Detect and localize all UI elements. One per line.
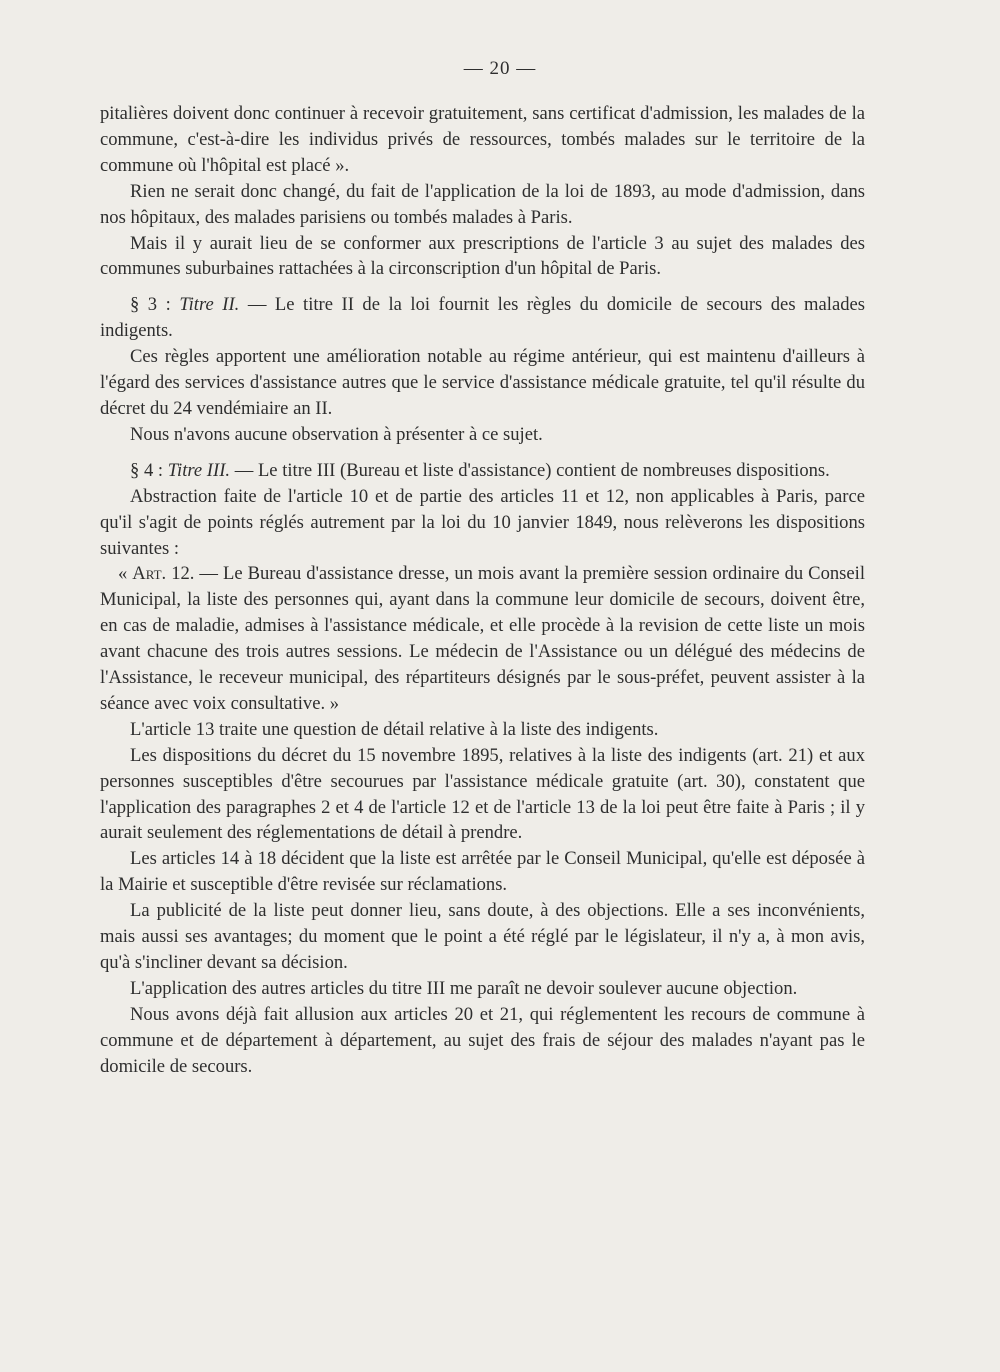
- paragraph: Nous n'avons aucune observation à présenter à ce sujet.: [130, 423, 543, 445]
- quote-open: «: [118, 563, 133, 585]
- page-number: — 20 —: [463, 58, 537, 79]
- paragraph: Abstraction faite de l'article 10 et de partie des articles 11 et 12, non applicables à Paris, parce qu'il s'agit de points réglés autrement par la loi du 10 janvier 1849, nous relèverons les dispositions suivantes :: [100, 485, 865, 559]
- paragraph: Les dispositions du décret du 15 novembre 1895, relatives à la liste des indigents (art. 21) et aux personnes susceptibles d'être secourues par l'assistance médicale gratuite (art. 30), constatent que l'application des paragraphes 2 et 4 de l'article 12 et de l'article 13 de la loi peut être faite à Paris ; il y aurait seulement des réglementations de détail à prendre.: [100, 744, 865, 844]
- section-number: § 3 :: [130, 294, 180, 316]
- paragraph: Ces règles apportent une amélioration notable au régime antérieur, qui est maintenu d'ailleurs à l'égard des services d'assistance autres que le service d'assistance médicale gratuite, tel qu'il résulte du décret du 24 vendémiaire an II.: [100, 346, 865, 419]
- section-text: — Le titre II de la loi fournit les règles du domicile de secours des malades indigents.: [100, 294, 865, 342]
- section-title: Titre II.: [179, 294, 240, 316]
- quoted-article: [100, 561, 865, 716]
- paragraph: Nous avons déjà fait allusion aux articles 20 et 21, qui réglementent les recours de commune à commune et de département à département, au sujet des frais de séjour des malades n'ayant pas le domicile de secours.: [100, 1003, 865, 1077]
- paragraph: L'application des autres articles du titre III me paraît ne devoir soulever aucune objection.: [130, 977, 798, 999]
- section-paragraph-titre-iii: [100, 458, 865, 484]
- section-paragraph-titre-ii: [100, 292, 865, 344]
- section-number: § 4 :: [130, 459, 168, 481]
- paragraph: Les articles 14 à 18 décident que la liste est arrêtée par le Conseil Municipal, qu'elle est déposée à la Mairie et susceptible d'être revisée sur réclamations.: [100, 848, 865, 896]
- article-title: Art. 12.: [132, 563, 195, 585]
- section-text: — Le titre III (Bureau et liste d'assistance) contient de nombreuses dispositions.: [230, 459, 830, 481]
- paragraph: L'article 13 traite une question de détail relative à la liste des indigents.: [130, 718, 659, 740]
- paragraph: Rien ne serait donc changé, du fait de l'application de la loi de 1893, au mode d'admission, dans nos hôpitaux, des malades parisiens ou tombés malades à Paris.: [100, 180, 865, 228]
- section-title: Titre III.: [167, 459, 231, 481]
- quote-text: — Le Bureau d'assistance dresse, un mois avant la première session ordinaire du Conseil Municipal, la liste des personnes qui, ayant dans la commune leur domicile de secours, doivent être, en cas de maladie, admises à l'assistance médicale, et elle procède à la revision de cette liste un mois avant chacune des trois autres sessions. Le médecin de l'Assistance ou un délégué des médecins de l'Assistance, le receveur municipal, des répartiteurs désignés par le sous-préfet, peuvent assister à la séance avec voix consultative. »: [100, 563, 865, 714]
- body-text: [100, 101, 865, 1080]
- paragraph: La publicité de la liste peut donner lieu, sans doute, à des objections. Elle a ses inconvénients, mais aussi ses avantages; du moment que le point a été réglé par le législateur, il n'y a, à mon avis, qu'à s'incliner devant sa décision.: [100, 900, 865, 973]
- paragraph: Mais il y aurait lieu de se conformer aux prescriptions de l'article 3 au sujet des malades des communes suburbaines rattachées à la circonscription d'un hôpital de Paris.: [100, 232, 865, 280]
- paragraph-continuation: pitalières doivent donc continuer à recevoir gratuitement, sans certificat d'admission, les malades de la commune, c'est-à-dire les individus privés de ressources, tombés malades sur le territoire de la commune où l'hôpital est placé ».: [100, 103, 865, 176]
